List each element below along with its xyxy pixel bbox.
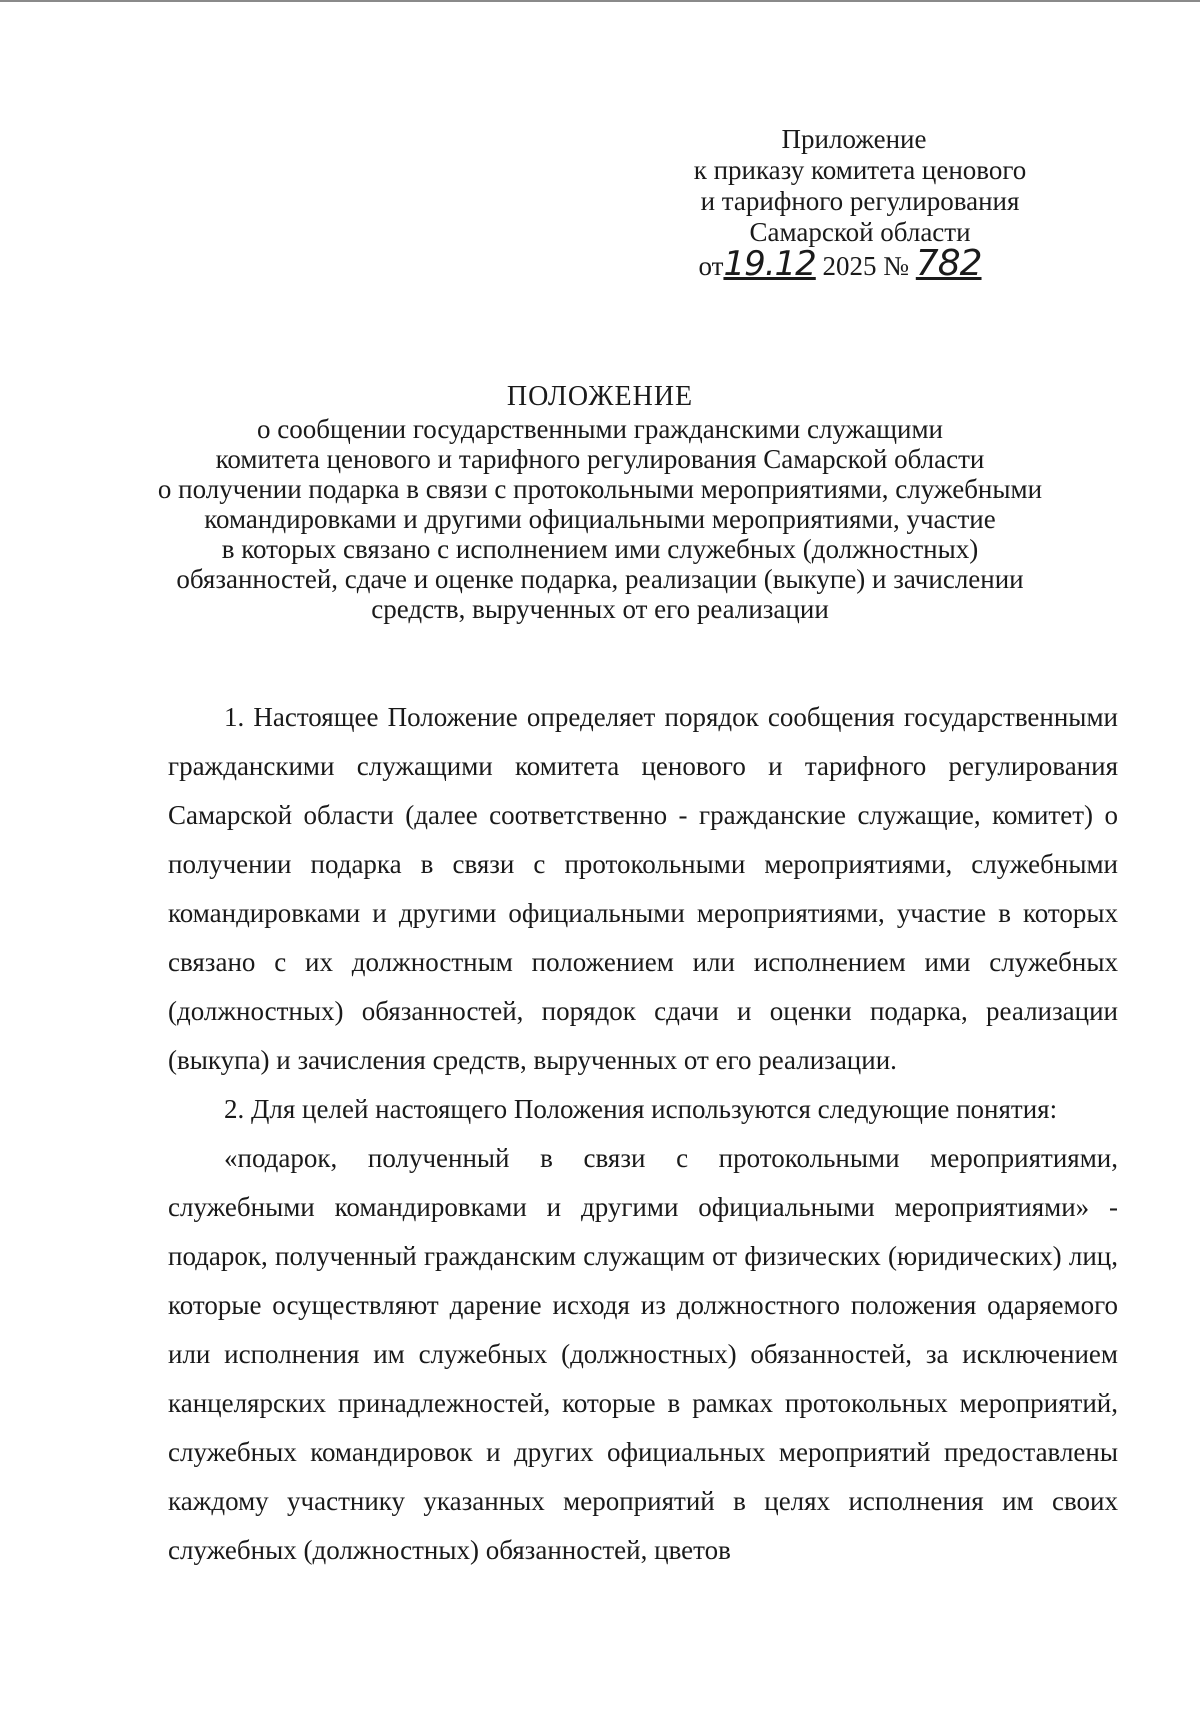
title-block <box>140 382 1060 624</box>
subtitle-line: в которых связано с исполнением ими служебных (должностных) <box>221 534 979 564</box>
subtitle-line: средств, вырученных от его реализации <box>371 594 829 624</box>
appendix-line: и тарифного регулирования <box>700 186 1020 216</box>
appendix-block <box>660 124 1060 282</box>
handwritten-date: 19.12 <box>723 244 816 284</box>
paragraph: «подарок, полученный в связи с протокольными мероприятиями, служебными командировками и другими официальными мероприятиями» - подарок, полученный гражданским служащим от физических (юридических) лиц, которые осуществляют дарение исходя из должностного положения одаряемого или исполнения им служебных (должностных) обязанностей, за исключением канцелярских принадлежностей, которые в рамках протокольных мероприятий, служебных командировок и других официальных мероприятий предоставлены каждому участнику указанных мероприятий в целях исполнения им своих служебных (должностных) обязанностей, цветов <box>168 1143 1118 1565</box>
appendix-line: Самарской области <box>749 217 971 247</box>
top-border <box>0 0 1200 2</box>
paragraph: 2. Для целей настоящего Положения используются следующие понятия: <box>224 1094 1058 1124</box>
year-number-label: 2025 № <box>822 251 910 281</box>
handwritten-order-number: 782 <box>915 243 982 284</box>
date-number-row <box>620 243 1060 284</box>
date-prefix: от <box>698 251 724 281</box>
subtitle-line: командировками и другими официальными мероприятиями, участие <box>204 504 996 534</box>
paragraph: 1. Настоящее Положение определяет порядок сообщения государственными гражданскими служащими комитета ценового и тарифного регулирования Самарской области (далее соответственно - гражданские служащие, комитет) о получении подарка в связи с протокольными мероприятиями, служебными командировками и другими официальными мероприятиями, участие в которых связано с их должностным положением или исполнением ими служебных (должностных) обязанностей, порядок сдачи и оценки подарка, реализации (выкупа) и зачисления средств, вырученных от его реализации. <box>168 702 1118 1075</box>
appendix-line: Приложение <box>781 124 927 154</box>
subtitle-line: о получении подарка в связи с протокольными мероприятиями, служебными <box>157 474 1043 504</box>
appendix-line: к приказу комитета ценового <box>693 155 1027 185</box>
subtitle-line: комитета ценового и тарифного регулирования Самарской области <box>215 444 985 474</box>
document-title: ПОЛОЖЕНИЕ <box>506 381 694 412</box>
subtitle-line: о сообщении государственными гражданскими служащими <box>257 414 943 444</box>
document-body <box>168 693 1118 1575</box>
subtitle-line: обязанностей, сдаче и оценке подарка, реализации (выкупе) и зачислении <box>176 564 1024 594</box>
